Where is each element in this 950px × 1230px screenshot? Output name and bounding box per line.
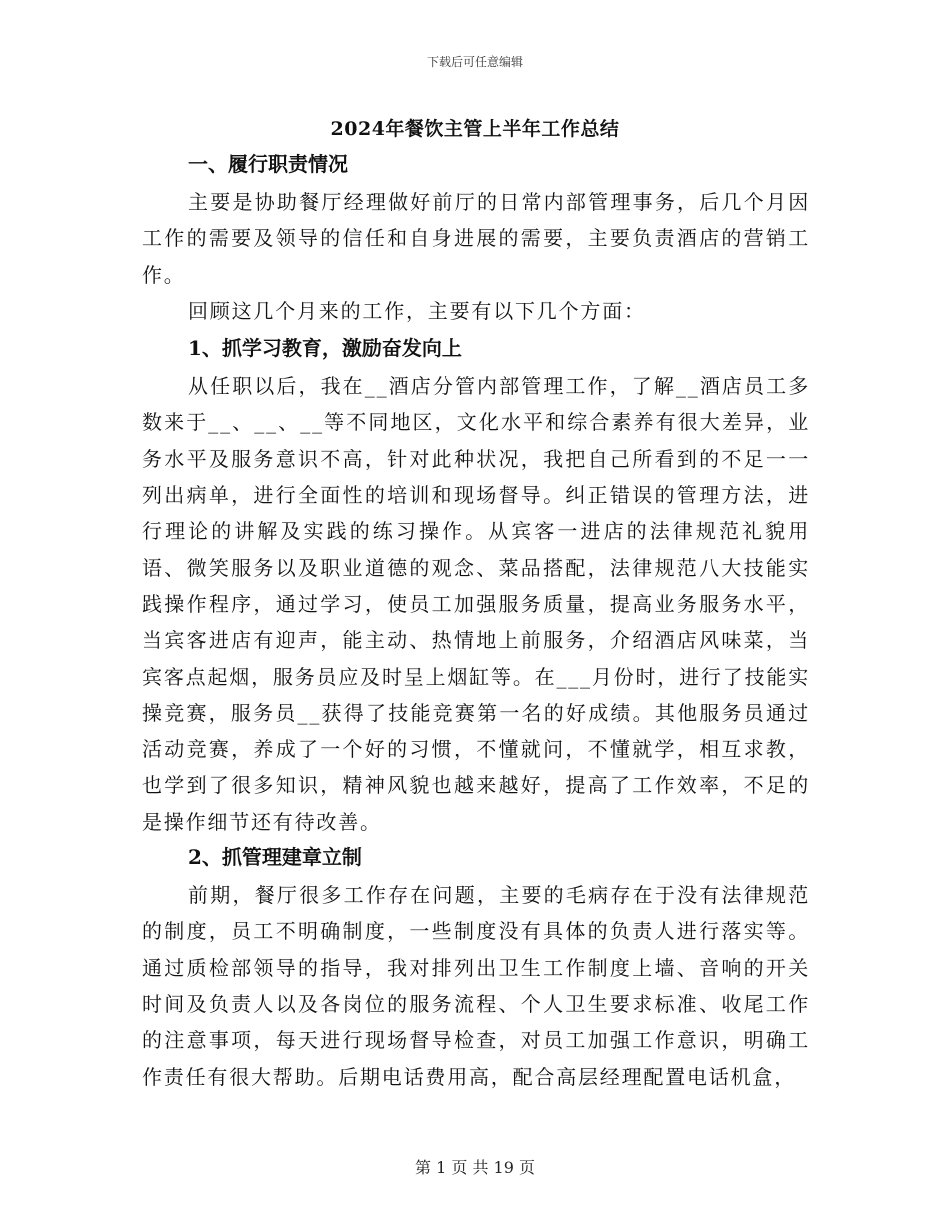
paragraph-duties-summary: 主要是协助餐厅经理做好前厅的日常内部管理事务，后几个月因工作的需要及领导的信任和自身进展的需要，主要负责酒店的营销工作。: [142, 190, 810, 287]
paragraph-learning-details: 从任职以后，我在__酒店分管内部管理工作，了解__酒店员工多数来于__、__、__等不同地区，文化水平和综合素养有很大差异，业务水平及服务意识不高，针对此种状况，我把自己所看到的不足一一列出病单，进行全面性的培训和现场督导。纠正错误的管理方法，进行理论的讲解及实践的练习操作。从宾客一进店的法律规范礼貌用语、微笑服务以及职业道德的观念、菜品搭配，法律规范八大技能实践操作程序，通过学习，使员工加强服务质量，提高业务服务水平，当宾客进店有迎声，能主动、热情地上前服务，介绍酒店风味菜，当宾客点起烟，服务员应及时呈上烟缸等。在___月份时，进行了技能实操竞赛，服务员__获得了技能竞赛第一名的好成绩。其他服务员通过活动竞赛，养成了一个好的习惯，不懂就问，不懂就学，相互求教，也学到了很多知识，精神风貌也越来越好，提高了工作效率，不足的是操作细节还有待改善。: [142, 374, 810, 834]
document-title: 2024年餐饮主管上半年工作总结: [330, 118, 620, 140]
page-number-footer: 第 1 页 共 19 页: [415, 1158, 535, 1177]
section-heading-duties: 一、履行职责情况: [188, 152, 348, 176]
document-body: [142, 147, 810, 1095]
section-heading-learning: 1、抓学习教育，激励奋发向上: [188, 336, 462, 361]
paragraph-management-details: 前期，餐厅很多工作存在问题，主要的毛病存在于没有法律规范的制度，员工不明确制度，一些制度没有具体的负责人进行落实等。通过质检部领导的指导，我对排列出卫生工作制度上墙、音响的开关时间及负责人以及各岗位的服务流程、个人卫生要求标准、收尾工作的注意事项，每天进行现场督导检查，对员工加强工作意识，明确工作责任有很大帮助。后期电话费用高，配合高层经理配置电话机盒，: [142, 883, 810, 1089]
paragraph-review-intro: 回顾这几个月来的工作，主要有以下几个方面：: [188, 298, 646, 323]
section-heading-management: 2、抓管理建章立制: [188, 845, 362, 870]
page-header-note: 下载后可任意编辑: [426, 55, 523, 69]
